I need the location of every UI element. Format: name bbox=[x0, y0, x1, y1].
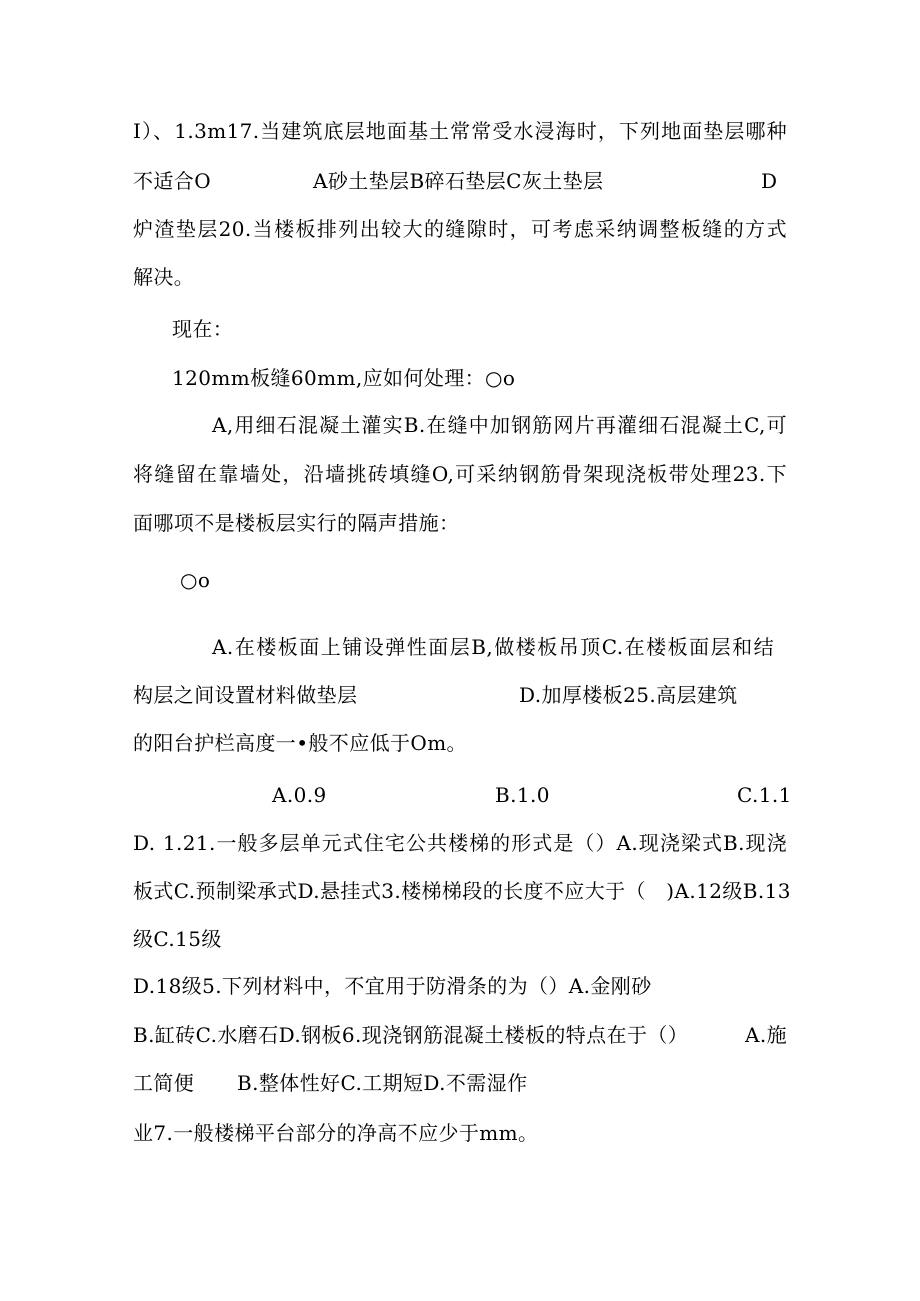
text-fragment: C.1.1 bbox=[737, 783, 792, 807]
text-line-6: 120mm板缝60mm,应如何处理：○o bbox=[172, 366, 516, 390]
text-fragment: 工简便 bbox=[133, 1071, 195, 1095]
text-line-21: 业7.一般楼梯平台部分的净高不应少于mm。 bbox=[133, 1121, 539, 1145]
text-line-15: D. 1.21.一般多层单元式住宅公共楼梯的形式是（）A.现浇梁式B.现浇 bbox=[133, 831, 787, 855]
text-fragment: 不适合O bbox=[133, 169, 211, 193]
text-fragment: D bbox=[761, 169, 778, 193]
text-line-16: 板式C.预制梁承式D.悬挂式3.楼梯梯段的长度不应大于（ )A.12级B.13 bbox=[133, 879, 791, 903]
text-fragment: A.施 bbox=[745, 1023, 788, 1047]
text-line-18: D.18级5.下列材料中，不宜用于防滑条的为（）A.金刚砂 bbox=[133, 974, 652, 998]
text-line-9: 面哪项不是楼板层实行的隔声措施： bbox=[133, 511, 460, 535]
text-line-7: A,用细石混凝土灌实B.在缝中加钢筋网片再灌细石混凝土C,可 bbox=[212, 413, 787, 437]
text-line-10: ○o bbox=[180, 568, 211, 592]
text-line-17: 级C.15级 bbox=[133, 927, 222, 951]
text-fragment: 构层之间设置材料做垫层 bbox=[133, 683, 358, 707]
text-fragment: B.1.0 bbox=[495, 783, 550, 807]
text-fragment: A砂土垫层B碎石垫层C灰土垫层 bbox=[313, 169, 604, 193]
text-line-11: A.在楼板面上铺设弹性面层B,做楼板吊顶C.在楼板面层和结 bbox=[212, 635, 774, 659]
text-line-8: 将缝留在靠墙处，沿墙挑砖填缝O,可采纳钢筋骨架现浇板带处理23.下 bbox=[133, 462, 787, 486]
text-fragment: B.整体性好C.工期短D.不需湿作 bbox=[237, 1071, 528, 1095]
text-fragment: B.缸砖C.水磨石D.钢板6.现浇钢筋混凝土楼板的特点在于（） bbox=[133, 1023, 689, 1047]
text-fragment: D.加厚楼板25.高层建筑 bbox=[519, 683, 738, 707]
text-line-3: 炉渣垫层20.当楼板排列出较大的缝隙时，可考虑采纳调整板缝的方式 bbox=[133, 217, 787, 241]
text-line-4: 解决。 bbox=[133, 265, 195, 289]
text-line-13: 的阳台护栏高度一•般不应低于Om。 bbox=[133, 731, 467, 755]
text-fragment: A.0.9 bbox=[272, 783, 327, 807]
text-line-1: I）、1.3m17.当建筑底层地面基土常常受水浸海时，下列地面垫层哪种 bbox=[133, 119, 787, 143]
text-line-5: 现在： bbox=[172, 317, 234, 341]
